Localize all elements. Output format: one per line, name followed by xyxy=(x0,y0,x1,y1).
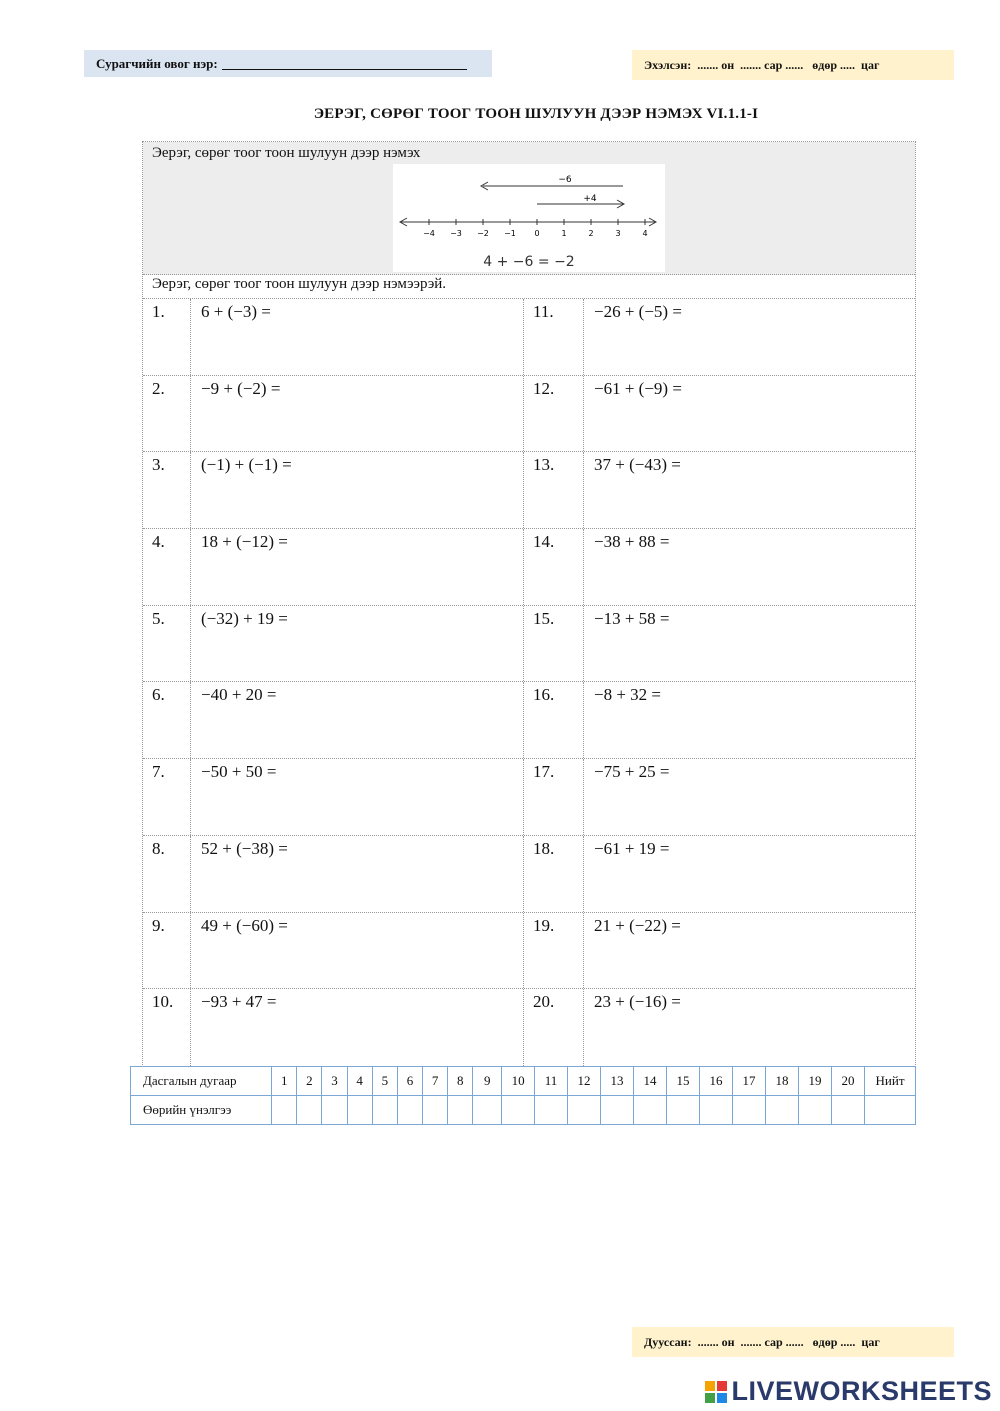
exercise-row xyxy=(143,913,915,990)
score-input-row xyxy=(131,1096,916,1125)
exercise-number: 4. xyxy=(143,529,191,605)
score-column-header: 20 xyxy=(832,1067,865,1096)
student-name-box xyxy=(84,50,492,77)
score-input-cell[interactable] xyxy=(448,1096,473,1125)
score-column-header: 6 xyxy=(397,1067,422,1096)
number-line-diagram xyxy=(393,164,665,272)
axis-tick-label: −2 xyxy=(477,229,489,238)
score-header-row xyxy=(131,1067,916,1096)
logo-icon xyxy=(705,1381,727,1403)
arrow-top-label: −6 xyxy=(558,175,572,185)
score-column-header: 8 xyxy=(448,1067,473,1096)
score-column-header: 14 xyxy=(634,1067,667,1096)
axis-tick-label: 3 xyxy=(615,229,621,238)
start-date-box xyxy=(632,50,954,80)
exercise-number: 7. xyxy=(143,759,191,835)
exercise-expression[interactable]: −13 + 58 = xyxy=(594,608,670,628)
arrow-mid-label: +4 xyxy=(583,194,597,204)
end-date-label: Дууссан: ....... он ....... сар ...... өдөр ..... цаг xyxy=(644,1334,880,1349)
exercise-expression[interactable]: 49 + (−60) = xyxy=(191,913,524,989)
start-date-label: Эхэлсэн: ....... он ....... сар ...... өдөр ..... цаг xyxy=(644,57,880,72)
exercise-row xyxy=(143,299,915,376)
exercise-number: 1. xyxy=(143,299,191,375)
exercise-expression[interactable]: −61 + 19 = xyxy=(594,838,670,858)
exercise-expression[interactable]: −38 + 88 = xyxy=(594,532,670,552)
score-column-header: 4 xyxy=(347,1067,372,1096)
score-input-cell[interactable] xyxy=(372,1096,397,1125)
exercise-expression[interactable]: −50 + 50 = xyxy=(191,759,524,835)
score-column-header: 19 xyxy=(799,1067,832,1096)
score-column-header: 2 xyxy=(297,1067,322,1096)
exercise-number-label: Дасгалын дугаар xyxy=(131,1067,272,1096)
liveworksheets-logo xyxy=(705,1376,992,1407)
score-column-header: 18 xyxy=(766,1067,799,1096)
instruction-text: Эерэг, сөрөг тоог тоон шулуун дээр нэмээрэй. xyxy=(143,275,915,299)
exercise-expression[interactable]: 23 + (−16) = xyxy=(594,992,681,1012)
exercise-rows xyxy=(143,299,915,1066)
exercise-number: 13. xyxy=(524,452,584,528)
exercise-number: 15. xyxy=(524,606,584,682)
exercise-number: 5. xyxy=(143,606,191,682)
exercise-expression[interactable]: (−1) + (−1) = xyxy=(191,452,524,528)
exercise-number: 20. xyxy=(524,989,584,1066)
logo-text: LIVEWORKSHEETS xyxy=(731,1376,992,1406)
student-name-line[interactable] xyxy=(222,57,467,70)
score-column-header: 9 xyxy=(473,1067,502,1096)
exercise-expression[interactable]: −61 + (−9) = xyxy=(594,378,682,398)
score-column-header: Нийт xyxy=(865,1067,916,1096)
exercise-number: 10. xyxy=(143,989,191,1066)
exercise-row xyxy=(143,989,915,1066)
exercise-row xyxy=(143,836,915,913)
exercise-expression[interactable]: −8 + 32 = xyxy=(594,685,662,705)
example-equation: 4 + −6 = −2 xyxy=(483,254,575,270)
exercise-expression[interactable]: 21 + (−22) = xyxy=(594,915,681,935)
exercise-number: 2. xyxy=(143,376,191,452)
exercise-number: 12. xyxy=(524,376,584,452)
axis-tick-label: 1 xyxy=(561,229,567,238)
exercise-number: 3. xyxy=(143,452,191,528)
score-column-header: 15 xyxy=(667,1067,700,1096)
exercise-row xyxy=(143,376,915,453)
exercise-expression[interactable]: −9 + (−2) = xyxy=(191,376,524,452)
exercise-number: 16. xyxy=(524,682,584,758)
exercise-expression[interactable]: −75 + 25 = xyxy=(594,762,670,782)
number-line-svg xyxy=(393,164,665,272)
exercise-number: 14. xyxy=(524,529,584,605)
score-input-cell[interactable] xyxy=(322,1096,347,1125)
student-name-label: Сурагчийн овог нэр: xyxy=(96,55,218,71)
exercise-expression[interactable]: 52 + (−38) = xyxy=(191,836,524,912)
score-input-cell[interactable] xyxy=(634,1096,667,1125)
exercise-number: 9. xyxy=(143,913,191,989)
score-column-header: 7 xyxy=(423,1067,448,1096)
exercise-number: 11. xyxy=(524,299,584,375)
self-assessment-table xyxy=(130,1066,916,1125)
score-input-cell[interactable] xyxy=(667,1096,700,1125)
exercise-expression[interactable]: −40 + 20 = xyxy=(191,682,524,758)
exercise-expression[interactable]: 37 + (−43) = xyxy=(594,455,681,475)
score-input-cell[interactable] xyxy=(766,1096,799,1125)
score-column-header: 17 xyxy=(733,1067,766,1096)
score-column-header: 5 xyxy=(372,1067,397,1096)
score-input-cell[interactable] xyxy=(733,1096,766,1125)
exercise-row xyxy=(143,529,915,606)
score-input-cell[interactable] xyxy=(832,1096,865,1125)
axis-tick-label: 0 xyxy=(534,229,540,238)
axis-tick-label: 2 xyxy=(588,229,594,238)
axis-tick-label: −4 xyxy=(423,229,435,238)
end-date-box xyxy=(632,1327,954,1357)
score-input-cell[interactable] xyxy=(297,1096,322,1125)
score-column-header: 11 xyxy=(535,1067,568,1096)
score-input-cell[interactable] xyxy=(423,1096,448,1125)
page-title: ЭЕРЭГ, СӨРӨГ ТООГ ТООН ШУЛУУН ДЭЭР НЭМЭХ VI.1.1-I xyxy=(313,106,759,122)
self-assessment-label: Өөрийн үнэлгээ xyxy=(131,1096,272,1125)
axis-tick-label: −1 xyxy=(504,229,516,238)
score-input-cell[interactable] xyxy=(700,1096,733,1125)
exercise-expression[interactable]: −26 + (−5) = xyxy=(594,302,682,321)
score-input-cell[interactable] xyxy=(347,1096,372,1125)
axis-tick-label: −3 xyxy=(450,229,462,238)
exercise-number: 18. xyxy=(524,836,584,912)
exercise-number: 8. xyxy=(143,836,191,912)
score-column-header: 1 xyxy=(272,1067,297,1096)
exercise-number: 19. xyxy=(524,913,584,989)
exercise-expression[interactable]: −93 + 47 = xyxy=(191,989,524,1066)
score-column-header: 3 xyxy=(322,1067,347,1096)
axis-tick-label: 4 xyxy=(642,229,648,238)
exercise-row xyxy=(143,606,915,683)
exercise-expression[interactable]: 6 + (−3) = xyxy=(191,299,524,375)
score-column-header: 16 xyxy=(700,1067,733,1096)
exercise-number: 17. xyxy=(524,759,584,835)
example-section xyxy=(143,142,915,275)
score-input-cell[interactable] xyxy=(865,1096,916,1125)
score-input-cell[interactable] xyxy=(799,1096,832,1125)
score-column-header: 12 xyxy=(568,1067,601,1096)
score-input-cell[interactable] xyxy=(535,1096,568,1125)
exercise-row xyxy=(143,759,915,836)
score-input-cell[interactable] xyxy=(397,1096,422,1125)
score-column-header: 13 xyxy=(601,1067,634,1096)
score-input-cell[interactable] xyxy=(601,1096,634,1125)
score-input-cell[interactable] xyxy=(568,1096,601,1125)
exercise-expression[interactable]: 18 + (−12) = xyxy=(191,529,524,605)
score-input-cell[interactable] xyxy=(473,1096,502,1125)
exercise-number: 6. xyxy=(143,682,191,758)
score-input-cell[interactable] xyxy=(272,1096,297,1125)
exercise-frame xyxy=(142,141,916,1067)
score-column-header: 10 xyxy=(502,1067,535,1096)
exercise-row xyxy=(143,452,915,529)
exercise-expression[interactable]: (−32) + 19 = xyxy=(191,606,524,682)
score-input-cell[interactable] xyxy=(502,1096,535,1125)
example-heading: Эерэг, сөрөг тоог тоон шулуун дээр нэмэх xyxy=(152,145,421,161)
exercise-row xyxy=(143,682,915,759)
